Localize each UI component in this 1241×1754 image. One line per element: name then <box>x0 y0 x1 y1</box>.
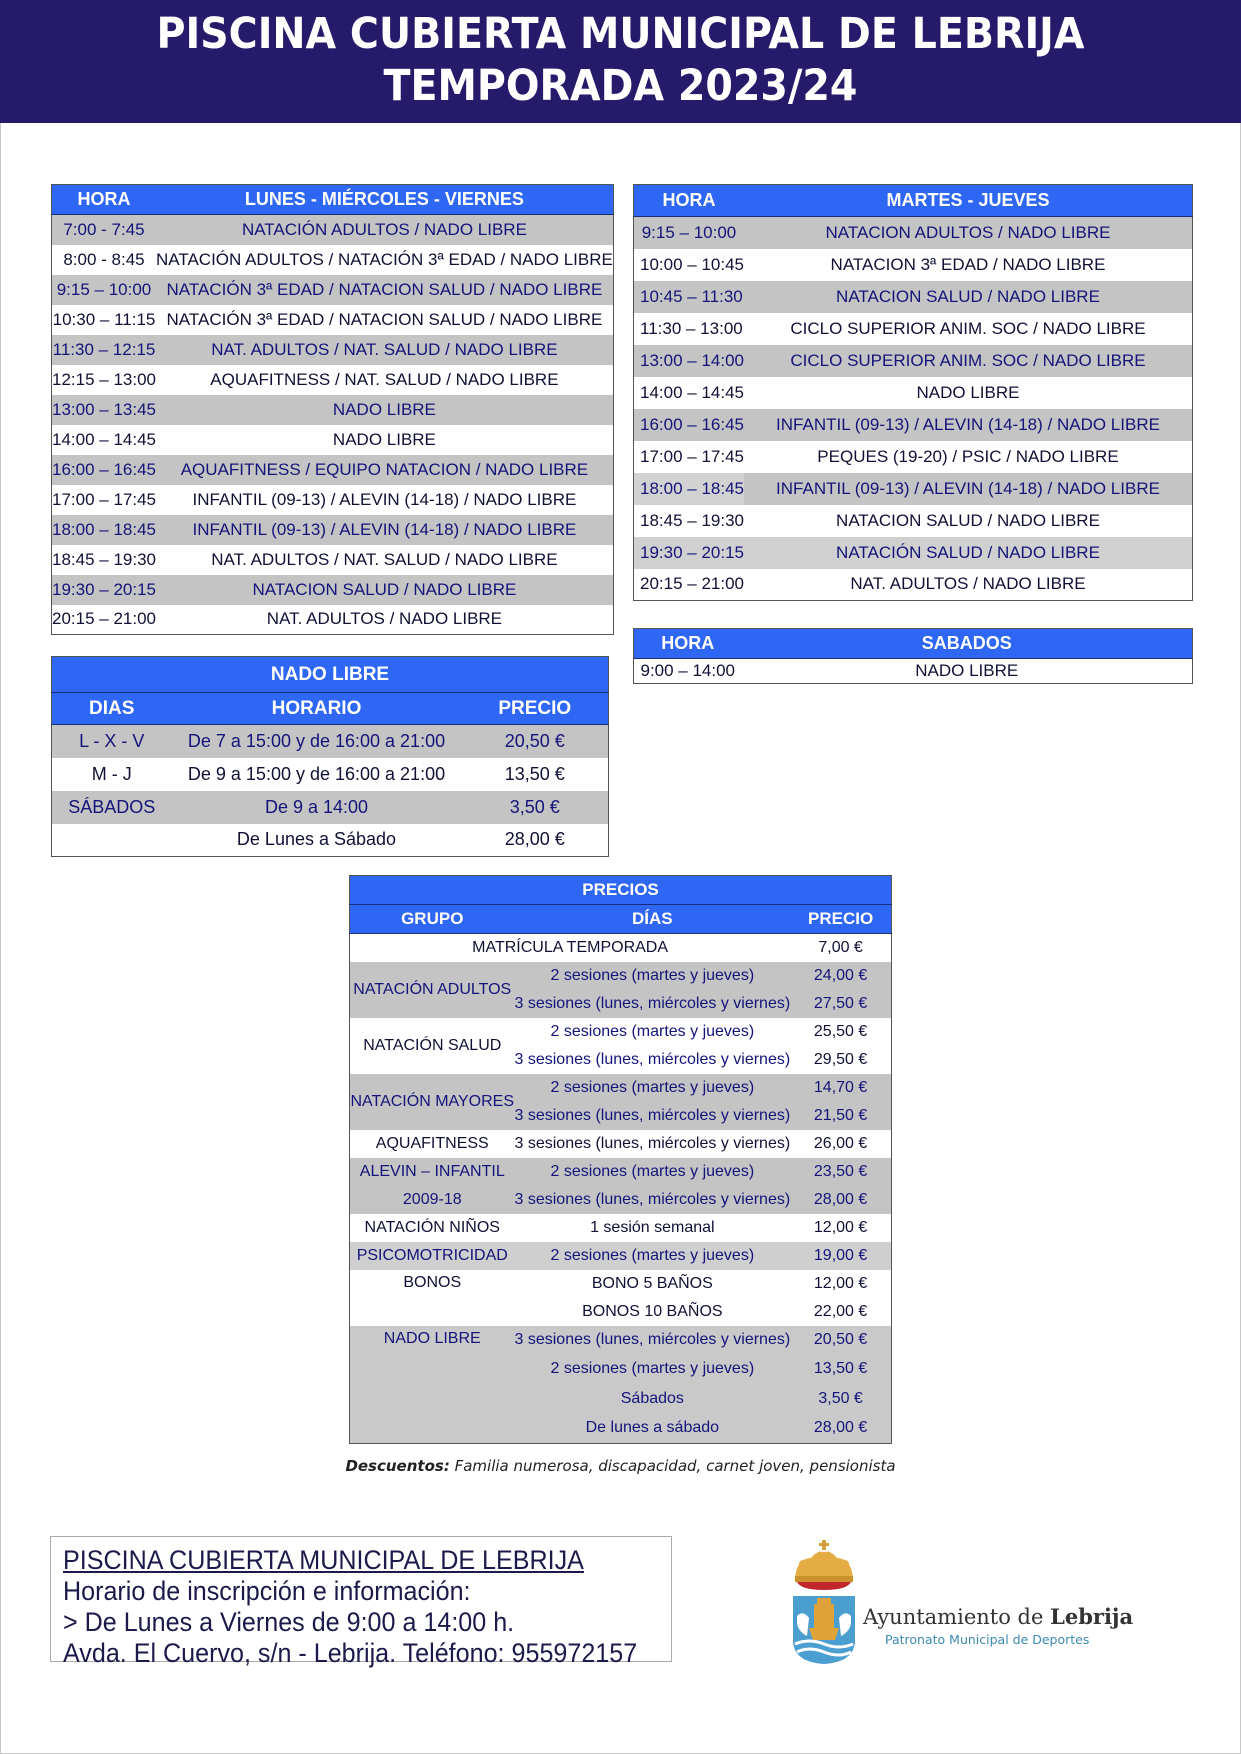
table-header <box>634 185 1193 217</box>
row-precio: 25,50 € <box>813 1022 868 1040</box>
table-row <box>52 365 614 395</box>
row-precio: 28,00 € <box>813 1419 868 1437</box>
page-title: PISCINA CUBIERTA MUNICIPAL DE LEBRIJA <box>156 9 1085 59</box>
row-dias: De lunes a sábado <box>585 1419 720 1437</box>
table-row <box>350 1130 892 1158</box>
row-hora: 12:15 – 13:00 <box>52 369 156 389</box>
row-dias: 3 sesiones (lunes, miércoles y viernes) <box>514 1134 791 1152</box>
table-row <box>634 281 1193 313</box>
row-grupo: NATACIÓN NIÑOS <box>364 1218 500 1236</box>
row-actividad: CICLO SUPERIOR ANIM. SOC / NADO LIBRE <box>790 350 1146 370</box>
col-days: MARTES - JUEVES <box>886 190 1050 210</box>
row-actividad: INFANTIL (09-13) / ALEVIN (14-18) / NADO LIBRE <box>776 478 1160 498</box>
table-header <box>52 185 614 215</box>
row-actividad: NATACION 3ª EDAD / NADO LIBRE <box>830 254 1106 274</box>
row-actividad: NATACION SALUD / NADO LIBRE <box>836 286 1100 306</box>
nado-libre-title: NADO LIBRE <box>270 663 390 685</box>
table-row <box>350 1158 892 1186</box>
table-row <box>52 515 614 545</box>
schedule-table-lunes-miercoles-viernes <box>51 184 614 635</box>
table-row <box>350 1326 892 1354</box>
row-actividad: INFANTIL (09-13) / ALEVIN (14-18) / NADO LIBRE <box>192 519 577 539</box>
table-row <box>52 335 614 365</box>
table-row <box>52 395 614 425</box>
row-hora: 17:00 – 17:45 <box>52 489 156 509</box>
row-hora: 9:00 – 14:00 <box>640 661 736 680</box>
row-dias: 2 sesiones (martes y jueves) <box>550 1078 755 1096</box>
table-row <box>350 1242 892 1270</box>
row-dias: 2 sesiones (martes y jueves) <box>550 966 755 984</box>
row-actividad: NATACION ADULTOS / NADO LIBRE <box>825 222 1111 242</box>
table-row <box>52 455 614 485</box>
row-hora: 11:30 – 12:15 <box>52 339 156 359</box>
row-actividad: NATACIÓN 3ª EDAD / NATACION SALUD / NADO LIBRE <box>166 279 603 299</box>
table-row <box>52 824 609 857</box>
table-row <box>634 217 1193 249</box>
table-header <box>634 629 1193 659</box>
row-precio: 20,50 € <box>504 730 565 751</box>
table-row <box>350 1214 892 1242</box>
table-title <box>52 657 609 693</box>
col-grupo: GRUPO <box>401 909 464 928</box>
row-precio: 26,00 € <box>813 1134 868 1152</box>
row-hora: 18:00 – 18:45 <box>52 519 156 539</box>
table-row <box>634 659 1193 684</box>
table-row <box>634 249 1193 281</box>
row-dias: 3 sesiones (lunes, miércoles y viernes) <box>514 994 791 1012</box>
row-actividad: INFANTIL (09-13) / ALEVIN (14-18) / NADO LIBRE <box>776 414 1160 434</box>
row-precio: 3,50 € <box>509 796 560 817</box>
row-precio: 28,00 € <box>504 829 565 850</box>
row-dias: 3 sesiones (lunes, miércoles y viernes) <box>514 1190 791 1208</box>
row-precio: 13,50 € <box>813 1359 868 1377</box>
discounts-note <box>0 1457 1241 1475</box>
row-hora: 20:15 – 21:00 <box>52 609 156 629</box>
row-hora: 10:00 – 10:45 <box>640 254 744 274</box>
row-precio: 22,00 € <box>813 1302 868 1320</box>
row-hora: 14:00 – 14:45 <box>52 429 156 449</box>
info-box <box>50 1536 672 1668</box>
row-grupo: NATACIÓN ADULTOS <box>353 980 512 998</box>
table-row <box>350 1186 892 1214</box>
schedule-table-sabados <box>633 628 1193 684</box>
table-row <box>350 962 892 990</box>
row-hora: 9:15 – 10:00 <box>56 279 152 299</box>
table-header <box>350 905 892 934</box>
row-precio: 14,70 € <box>813 1078 868 1096</box>
row-hora: 13:00 – 13:45 <box>52 399 156 419</box>
row-actividad: NATACIÓN SALUD / NADO LIBRE <box>836 542 1100 562</box>
row-actividad: NADO LIBRE <box>915 661 1019 680</box>
table-row <box>52 545 614 575</box>
row-precio: 23,50 € <box>813 1162 868 1180</box>
row-hora: 19:30 – 20:15 <box>52 579 156 599</box>
table-row <box>350 934 892 962</box>
row-grupo: ALEVIN – INFANTIL <box>359 1162 505 1180</box>
row-dias: BONOS 10 BAÑOS <box>582 1302 723 1320</box>
table-row <box>634 345 1193 377</box>
col-precio: PRECIO <box>807 909 874 928</box>
row-dias: 2 sesiones (martes y jueves) <box>550 1246 755 1264</box>
row-horario: De 9 a 14:00 <box>264 796 369 817</box>
table-row <box>52 305 614 335</box>
row-hora: 18:45 – 19:30 <box>640 510 744 530</box>
row-grupo: NADO LIBRE <box>383 1329 481 1347</box>
row-precio: 20,50 € <box>813 1330 868 1348</box>
table-row <box>52 275 614 305</box>
season-subtitle: TEMPORADA 2023/24 <box>383 61 858 111</box>
row-hora: 16:00 – 16:45 <box>640 414 744 434</box>
col-hora: HORA <box>662 190 716 210</box>
row-dias: Sábados <box>620 1389 684 1407</box>
row-actividad: NAT. ADULTOS / NAT. SALUD / NADO LIBRE <box>211 339 558 359</box>
table-row <box>52 245 614 275</box>
row-hora: 8:00 - 8:45 <box>63 249 145 269</box>
info-registration-hours-label: Horario de inscripción e información: <box>63 1576 471 1606</box>
row-horario: De 7 a 15:00 y de 16:00 a 21:00 <box>187 730 446 751</box>
table-row <box>52 575 614 605</box>
row-hora: 16:00 – 16:45 <box>52 459 156 479</box>
row-horario: De Lunes a Sábado <box>236 829 397 850</box>
table-row <box>52 605 614 635</box>
row-dias: L - X - V <box>79 730 145 751</box>
row-dias: 2 sesiones (martes y jueves) <box>550 1162 755 1180</box>
row-grupo: 2009-18 <box>402 1190 462 1208</box>
row-hora: 7:00 - 7:45 <box>63 219 145 239</box>
table-row <box>350 1018 892 1046</box>
row-hora: 13:00 – 14:00 <box>640 350 744 370</box>
logo-name <box>863 1604 1133 1629</box>
row-actividad: CICLO SUPERIOR ANIM. SOC / NADO LIBRE <box>790 318 1146 338</box>
col-precio: PRECIO <box>498 697 572 719</box>
table-row <box>634 569 1193 601</box>
row-dias: BONO 5 BAÑOS <box>591 1274 713 1292</box>
row-grupo: AQUAFITNESS <box>375 1134 489 1152</box>
ayuntamiento-logo <box>785 1540 1134 1665</box>
discounts-text: Familia numerosa, discapacidad, carnet joven, pensionista <box>449 1457 896 1475</box>
row-dias: 1 sesión semanal <box>590 1218 715 1236</box>
row-precio: 19,00 € <box>813 1246 868 1264</box>
table-row <box>634 441 1193 473</box>
row-actividad: NATACIÓN 3ª EDAD / NATACION SALUD / NADO LIBRE <box>166 309 603 329</box>
table-row <box>52 485 614 515</box>
row-actividad: PEQUES (19-20) / PSIC / NADO LIBRE <box>817 446 1119 466</box>
col-horario: HORARIO <box>271 697 362 719</box>
row-hora: 20:15 – 21:00 <box>640 574 744 594</box>
col-days: SABADOS <box>921 633 1012 653</box>
row-grupo: PSICOMOTRICIDAD <box>356 1246 508 1264</box>
table-row <box>634 313 1193 345</box>
row-dias: SÁBADOS <box>68 796 156 817</box>
nado-libre-table <box>51 656 609 857</box>
row-actividad: AQUAFITNESS / EQUIPO NATACION / NADO LIBRE <box>180 459 589 479</box>
row-actividad: NADO LIBRE <box>332 399 436 419</box>
table-row <box>634 377 1193 409</box>
row-precio: 24,00 € <box>813 966 868 984</box>
table-row <box>634 537 1193 569</box>
row-dias: 2 sesiones (martes y jueves) <box>550 1359 755 1377</box>
row-actividad: AQUAFITNESS / NAT. SALUD / NADO LIBRE <box>210 369 559 389</box>
coat-of-arms-icon <box>789 1540 859 1665</box>
table-row <box>52 425 614 455</box>
row-hora: 18:45 – 19:30 <box>52 549 156 569</box>
row-precio: 12,00 € <box>813 1274 868 1292</box>
info-title: PISCINA CUBIERTA MUNICIPAL DE LEBRIJA <box>63 1545 584 1575</box>
row-hora: 9:15 – 10:00 <box>641 222 737 242</box>
row-hora: 10:30 – 11:15 <box>52 309 156 329</box>
row-actividad: NATACION SALUD / NADO LIBRE <box>252 579 517 599</box>
row-actividad: NAT. ADULTOS / NADO LIBRE <box>266 609 503 629</box>
col-days: LUNES - MIÉRCOLES - VIERNES <box>244 189 524 209</box>
table-row <box>634 473 1193 505</box>
row-dias: 3 sesiones (lunes, miércoles y viernes) <box>514 1330 791 1348</box>
table-header <box>52 693 609 725</box>
col-hora: HORA <box>661 633 715 653</box>
col-dias: DÍAS <box>632 909 673 928</box>
logo-name-bold: Lebrija <box>1050 1604 1134 1629</box>
row-grupo: NATACIÓN SALUD <box>363 1036 502 1054</box>
row-dias <box>52 824 172 857</box>
row-actividad: INFANTIL (09-13) / ALEVIN (14-18) / NADO LIBRE <box>192 489 577 509</box>
table-row <box>350 1074 892 1102</box>
table-row <box>634 409 1193 441</box>
table-row <box>350 1270 892 1298</box>
row-precio: 12,00 € <box>813 1218 868 1236</box>
matricula-label: MATRÍCULA TEMPORADA <box>472 938 669 956</box>
row-actividad: NADO LIBRE <box>332 429 436 449</box>
row-actividad: NATACIÓN ADULTOS / NATACIÓN 3ª EDAD / NADO LIBRE <box>155 249 613 269</box>
schedule-table-martes-jueves <box>633 184 1193 601</box>
row-precio: 7,00 € <box>818 938 863 956</box>
row-hora: 19:30 – 20:15 <box>640 542 744 562</box>
row-hora: 14:00 – 14:45 <box>640 382 744 402</box>
row-grupo: NATACIÓN MAYORES <box>350 1092 515 1110</box>
row-precio: 27,50 € <box>813 994 868 1012</box>
table-row <box>52 215 614 245</box>
info-registration-hours: > De Lunes a Viernes de 9:00 a 14:00 h. <box>63 1607 515 1637</box>
precios-table <box>349 875 892 1444</box>
table-row <box>52 758 609 791</box>
precios-title: PRECIOS <box>582 880 659 899</box>
row-dias: 2 sesiones (martes y jueves) <box>550 1022 755 1040</box>
row-actividad: NAT. ADULTOS / NADO LIBRE <box>850 574 1086 594</box>
row-actividad: NADO LIBRE <box>916 382 1020 402</box>
row-actividad: NATACION SALUD / NADO LIBRE <box>836 510 1100 530</box>
row-dias: 3 sesiones (lunes, miércoles y viernes) <box>514 1050 791 1068</box>
row-grupo: BONOS <box>403 1273 462 1291</box>
row-hora: 10:45 – 11:30 <box>640 286 743 306</box>
row-hora: 11:30 – 13:00 <box>640 318 743 338</box>
row-precio: 21,50 € <box>813 1106 868 1124</box>
row-precio: 13,50 € <box>504 763 565 784</box>
row-dias: M - J <box>91 763 132 784</box>
table-row <box>52 725 609 758</box>
discounts-label: Descuentos: <box>345 1457 450 1475</box>
row-actividad: NATACIÓN ADULTOS / NADO LIBRE <box>241 219 527 239</box>
row-precio: 3,50 € <box>818 1389 863 1407</box>
info-address-phone: Avda. El Cuervo, s/n - Lebrija. Teléfono: 955972157 <box>63 1638 638 1668</box>
table-title <box>350 876 892 905</box>
logo-subtitle: Patronato Municipal de Deportes <box>885 1632 1090 1647</box>
col-hora: HORA <box>77 189 131 209</box>
row-hora: 18:00 – 18:45 <box>634 473 744 505</box>
logo-name-regular: Ayuntamiento de <box>863 1605 1051 1629</box>
table-row <box>52 791 609 824</box>
row-precio: 28,00 € <box>813 1190 868 1208</box>
row-actividad: NAT. ADULTOS / NAT. SALUD / NADO LIBRE <box>211 549 558 569</box>
row-dias: 3 sesiones (lunes, miércoles y viernes) <box>514 1106 791 1124</box>
row-horario: De 9 a 15:00 y de 16:00 a 21:00 <box>187 763 446 784</box>
row-precio: 29,50 € <box>813 1050 868 1068</box>
title-banner <box>0 0 1241 123</box>
row-hora: 17:00 – 17:45 <box>640 446 744 466</box>
col-dias: DIAS <box>89 697 135 719</box>
table-row <box>634 505 1193 537</box>
